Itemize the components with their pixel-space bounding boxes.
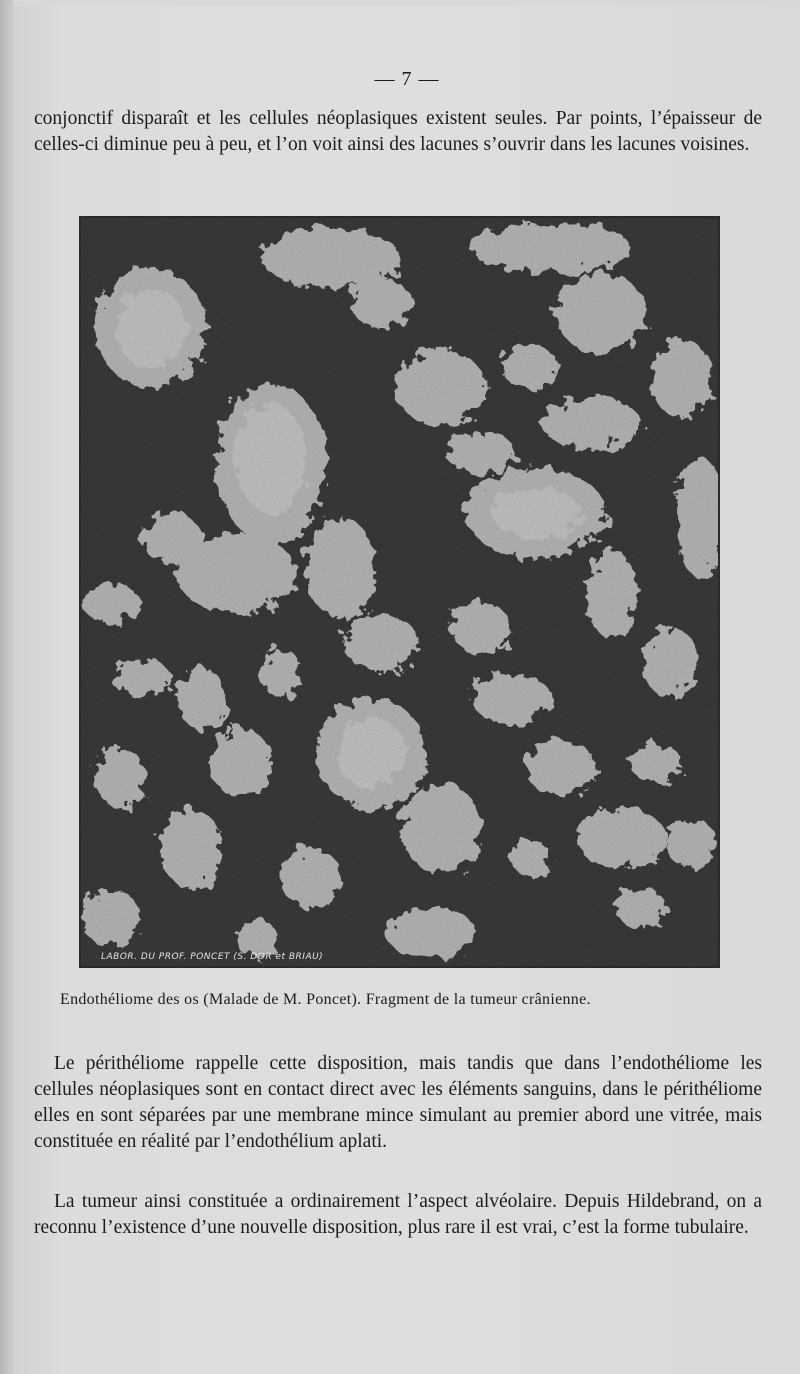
figure-lab-label: LABOR. DU PROF. PONCET (S. DOR et BRIAU) — [101, 952, 324, 962]
paragraph-perithelioma: Le périthéliome rappelle cette disposition, mais tandis que dans l’endothéliome les cellules néoplasiques sont en contact direct avec les éléments sanguins, dans le périthéliome elles en sont séparées par une membrane mince simulant au premier abord une vitrée, mais constituée en réalité par l’endothélium aplati. — [34, 1053, 762, 1152]
figure-caption: Endothéliome des os (Malade de M. Poncet). Fragment de la tumeur crânienne. — [60, 991, 591, 1008]
page-number: — 7 — — [374, 68, 440, 90]
micrograph-figure — [79, 216, 720, 968]
paragraph-top: conjonctif disparaît et les cellules néoplasiques existent seules. Par points, l’épaisseur de celles-ci diminue peu à peu, et l’on voit ainsi des lacunes s’ouvrir dans les lacunes voisines. — [34, 108, 762, 155]
micrograph-image — [81, 218, 718, 966]
book-page — [14, 6, 800, 1374]
paragraph-tumor-aspect: La tumeur ainsi constituée a ordinairement l’aspect alvéolaire. Depuis Hildebrand, on a reconnu l’existence d’une nouvelle disposition, plus rare il est vrai, c’est la forme tubulaire. — [34, 1191, 762, 1238]
page-edge-shadow — [0, 0, 14, 1374]
